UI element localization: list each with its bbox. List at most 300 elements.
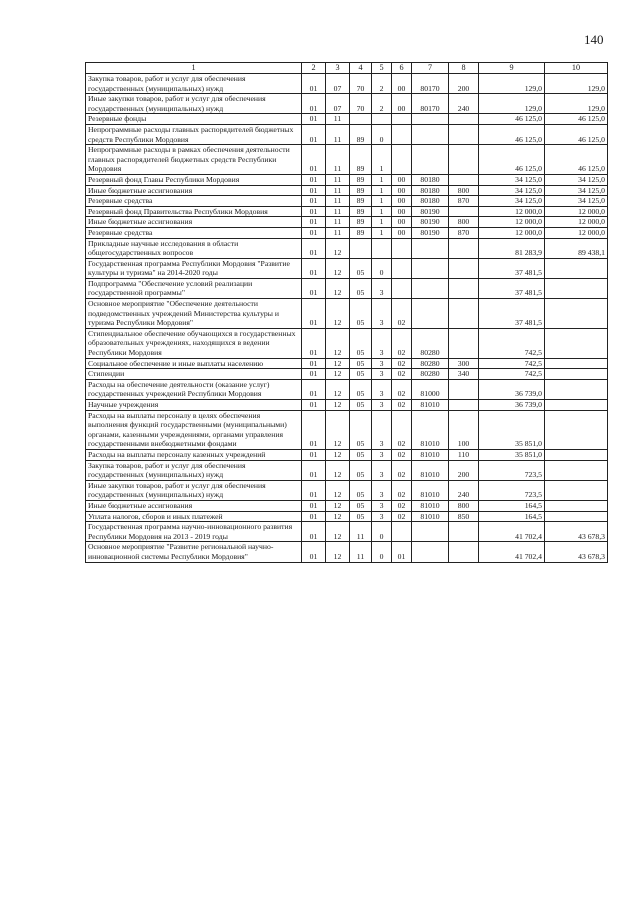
code-subsection-cell: 12 xyxy=(326,299,350,329)
code-section-cell: 01 xyxy=(302,185,326,196)
code-expense-type-cell xyxy=(449,114,479,125)
row-name-cell: Подпрограмма "Обеспечение условий реализации государственной программы" xyxy=(86,278,302,298)
code-section-cell: 01 xyxy=(302,369,326,380)
amount-col10-cell: 129,0 xyxy=(545,94,608,114)
code-subprogram-cell: 3 xyxy=(372,500,392,511)
code-section-cell: 01 xyxy=(302,511,326,522)
amount-col9-cell: 46 125,0 xyxy=(479,114,545,125)
column-header: 8 xyxy=(449,63,479,74)
code-subsection-cell: 12 xyxy=(326,500,350,511)
table-row xyxy=(86,299,608,329)
code-expense-type-cell xyxy=(449,542,479,562)
table-row xyxy=(86,542,608,562)
amount-col10-cell: 46 125,0 xyxy=(545,145,608,175)
code-section-cell: 01 xyxy=(302,328,326,358)
code-subsection-cell: 12 xyxy=(326,369,350,380)
code-event-cell xyxy=(392,145,412,175)
code-subsection-cell: 12 xyxy=(326,278,350,298)
code-section-cell: 01 xyxy=(302,206,326,217)
table-row xyxy=(86,238,608,258)
amount-col9-cell: 12 000,0 xyxy=(479,206,545,217)
code-event-cell: 02 xyxy=(392,511,412,522)
code-expense-type-cell xyxy=(449,206,479,217)
code-expense-type-cell: 200 xyxy=(449,460,479,480)
amount-col10-cell: 34 125,0 xyxy=(545,185,608,196)
amount-col9-cell: 37 481,5 xyxy=(479,299,545,329)
code-subprogram-cell: 3 xyxy=(372,328,392,358)
code-direction-cell: 81010 xyxy=(412,511,449,522)
code-section-cell: 01 xyxy=(302,124,326,144)
code-event-cell: 00 xyxy=(392,185,412,196)
column-header: 3 xyxy=(326,63,350,74)
code-direction-cell: 80180 xyxy=(412,174,449,185)
amount-col10-cell xyxy=(545,500,608,511)
code-program-cell: 05 xyxy=(350,379,372,399)
code-subprogram-cell: 3 xyxy=(372,379,392,399)
code-subprogram-cell: 3 xyxy=(372,511,392,522)
amount-col10-cell xyxy=(545,400,608,411)
amount-col9-cell: 742,5 xyxy=(479,328,545,358)
row-name-cell: Государственная программа научно-инновационного развития Республики Мордовия на 2013 - 2019 годы xyxy=(86,522,302,542)
code-expense-type-cell xyxy=(449,400,479,411)
code-event-cell: 02 xyxy=(392,369,412,380)
code-event-cell: 02 xyxy=(392,400,412,411)
code-subsection-cell: 11 xyxy=(326,196,350,207)
code-subprogram-cell: 1 xyxy=(372,174,392,185)
code-program-cell: 05 xyxy=(350,400,372,411)
code-subprogram-cell xyxy=(372,114,392,125)
amount-col10-cell xyxy=(545,258,608,278)
code-section-cell: 01 xyxy=(302,500,326,511)
amount-col9-cell: 41 702,4 xyxy=(479,522,545,542)
code-program-cell: 05 xyxy=(350,328,372,358)
code-direction-cell xyxy=(412,145,449,175)
code-expense-type-cell: 240 xyxy=(449,94,479,114)
code-subprogram-cell: 3 xyxy=(372,369,392,380)
table-row xyxy=(86,174,608,185)
code-section-cell: 01 xyxy=(302,278,326,298)
code-subsection-cell: 12 xyxy=(326,238,350,258)
code-program-cell: 89 xyxy=(350,196,372,207)
code-direction-cell: 81010 xyxy=(412,400,449,411)
code-program-cell: 05 xyxy=(350,511,372,522)
table-row xyxy=(86,206,608,217)
amount-col9-cell: 36 739,0 xyxy=(479,400,545,411)
column-header: 9 xyxy=(479,63,545,74)
code-program-cell: 05 xyxy=(350,258,372,278)
amount-col10-cell xyxy=(545,460,608,480)
code-subprogram-cell: 0 xyxy=(372,542,392,562)
table-body xyxy=(86,74,608,563)
table-row xyxy=(86,258,608,278)
amount-col9-cell: 36 739,0 xyxy=(479,379,545,399)
code-program-cell xyxy=(350,114,372,125)
code-direction-cell xyxy=(412,258,449,278)
row-name-cell: Непрограммные расходы в рамках обеспечения деятельности главных распорядителей бюджетных средств Республики Мордовия xyxy=(86,145,302,175)
amount-col9-cell: 742,5 xyxy=(479,369,545,380)
table-row xyxy=(86,196,608,207)
amount-col10-cell xyxy=(545,369,608,380)
code-program-cell: 11 xyxy=(350,542,372,562)
code-subsection-cell: 11 xyxy=(326,227,350,238)
code-program-cell: 89 xyxy=(350,217,372,228)
code-section-cell: 01 xyxy=(302,449,326,460)
code-direction-cell: 81010 xyxy=(412,480,449,500)
code-section-cell: 01 xyxy=(302,480,326,500)
code-expense-type-cell xyxy=(449,299,479,329)
code-expense-type-cell xyxy=(449,258,479,278)
code-event-cell: 02 xyxy=(392,328,412,358)
code-subsection-cell: 11 xyxy=(326,185,350,196)
code-section-cell: 01 xyxy=(302,74,326,94)
code-direction-cell: 81010 xyxy=(412,410,449,449)
table-row xyxy=(86,227,608,238)
amount-col10-cell xyxy=(545,299,608,329)
row-name-cell: Государственная программа Республики Мордовия "Развитие культуры и туризма" на 2014-2020 годы xyxy=(86,258,302,278)
code-subprogram-cell: 3 xyxy=(372,400,392,411)
code-subsection-cell: 12 xyxy=(326,328,350,358)
code-expense-type-cell: 800 xyxy=(449,217,479,228)
row-name-cell: Стипендии xyxy=(86,369,302,380)
row-name-cell: Расходы на выплаты персоналу в целях обеспечения выполнения функций государственными (муниципальными) органами, казенными учреждениями, органами управления государственными внебюджетными фондами xyxy=(86,410,302,449)
code-expense-type-cell xyxy=(449,522,479,542)
code-event-cell: 00 xyxy=(392,94,412,114)
code-subprogram-cell: 3 xyxy=(372,460,392,480)
amount-col9-cell: 742,5 xyxy=(479,358,545,369)
code-program-cell: 05 xyxy=(350,358,372,369)
code-event-cell: 00 xyxy=(392,206,412,217)
code-subprogram-cell: 1 xyxy=(372,145,392,175)
code-expense-type-cell xyxy=(449,379,479,399)
code-direction-cell xyxy=(412,278,449,298)
row-name-cell: Резервный фонд Правительства Республики Мордовия xyxy=(86,206,302,217)
amount-col10-cell: 43 678,3 xyxy=(545,522,608,542)
code-subprogram-cell: 3 xyxy=(372,299,392,329)
code-program-cell xyxy=(350,238,372,258)
code-section-cell: 01 xyxy=(302,94,326,114)
row-name-cell: Иные бюджетные ассигнования xyxy=(86,500,302,511)
column-header: 6 xyxy=(392,63,412,74)
row-name-cell: Научные учреждения xyxy=(86,400,302,411)
amount-col9-cell: 37 481,5 xyxy=(479,278,545,298)
code-expense-type-cell xyxy=(449,124,479,144)
amount-col9-cell: 12 000,0 xyxy=(479,227,545,238)
code-subsection-cell: 11 xyxy=(326,114,350,125)
code-direction-cell: 80190 xyxy=(412,217,449,228)
amount-col10-cell: 34 125,0 xyxy=(545,174,608,185)
row-name-cell: Иные закупки товаров, работ и услуг для обеспечения государственных (муниципальных) нужд xyxy=(86,94,302,114)
row-name-cell: Расходы на выплаты персоналу казенных учреждений xyxy=(86,449,302,460)
code-subsection-cell: 07 xyxy=(326,74,350,94)
code-expense-type-cell: 300 xyxy=(449,358,479,369)
code-expense-type-cell: 340 xyxy=(449,369,479,380)
column-header: 7 xyxy=(412,63,449,74)
code-expense-type-cell: 100 xyxy=(449,410,479,449)
row-name-cell: Основное мероприятие "Обеспечение деятельности подведомственных учреждений Министерства культуры и туризма Республики Мордовия" xyxy=(86,299,302,329)
code-subprogram-cell: 1 xyxy=(372,196,392,207)
code-section-cell: 01 xyxy=(302,358,326,369)
code-subprogram-cell: 3 xyxy=(372,358,392,369)
amount-col9-cell: 164,5 xyxy=(479,500,545,511)
amount-col10-cell: 12 000,0 xyxy=(545,217,608,228)
amount-col9-cell: 723,5 xyxy=(479,460,545,480)
column-header: 5 xyxy=(372,63,392,74)
code-section-cell: 01 xyxy=(302,542,326,562)
code-section-cell: 01 xyxy=(302,379,326,399)
code-program-cell: 05 xyxy=(350,500,372,511)
code-subprogram-cell: 2 xyxy=(372,94,392,114)
code-subsection-cell: 12 xyxy=(326,460,350,480)
amount-col9-cell: 129,0 xyxy=(479,94,545,114)
code-program-cell: 05 xyxy=(350,278,372,298)
code-subsection-cell: 11 xyxy=(326,206,350,217)
code-expense-type-cell: 240 xyxy=(449,480,479,500)
amount-col9-cell: 12 000,0 xyxy=(479,217,545,228)
code-section-cell: 01 xyxy=(302,174,326,185)
code-subsection-cell: 11 xyxy=(326,217,350,228)
amount-col10-cell xyxy=(545,449,608,460)
code-direction-cell: 80280 xyxy=(412,369,449,380)
code-section-cell: 01 xyxy=(302,217,326,228)
table-row xyxy=(86,369,608,380)
amount-col9-cell: 41 702,4 xyxy=(479,542,545,562)
code-subsection-cell: 07 xyxy=(326,94,350,114)
table-row xyxy=(86,114,608,125)
code-direction-cell: 80180 xyxy=(412,185,449,196)
column-header: 10 xyxy=(545,63,608,74)
code-event-cell: 02 xyxy=(392,500,412,511)
table-row xyxy=(86,278,608,298)
page-number: 140 xyxy=(584,32,604,47)
table-row xyxy=(86,410,608,449)
code-subprogram-cell: 3 xyxy=(372,278,392,298)
amount-col10-cell: 129,0 xyxy=(545,74,608,94)
row-name-cell: Резервные средства xyxy=(86,196,302,207)
amount-col10-cell: 12 000,0 xyxy=(545,206,608,217)
row-name-cell: Иные закупки товаров, работ и услуг для обеспечения государственных (муниципальных) нужд xyxy=(86,480,302,500)
code-expense-type-cell: 800 xyxy=(449,185,479,196)
table-row xyxy=(86,124,608,144)
amount-col9-cell: 129,0 xyxy=(479,74,545,94)
code-program-cell: 05 xyxy=(350,369,372,380)
row-name-cell: Иные бюджетные ассигнования xyxy=(86,185,302,196)
code-event-cell xyxy=(392,522,412,542)
code-program-cell: 89 xyxy=(350,124,372,144)
code-event-cell: 00 xyxy=(392,227,412,238)
code-direction-cell xyxy=(412,114,449,125)
amount-col9-cell: 35 851,0 xyxy=(479,410,545,449)
code-expense-type-cell: 870 xyxy=(449,196,479,207)
code-program-cell: 70 xyxy=(350,74,372,94)
code-program-cell: 89 xyxy=(350,185,372,196)
code-direction-cell: 80170 xyxy=(412,74,449,94)
amount-col9-cell: 723,5 xyxy=(479,480,545,500)
row-name-cell: Непрограммные расходы главных распорядителей бюджетных средств Республики Мордовия xyxy=(86,124,302,144)
table-row xyxy=(86,358,608,369)
code-section-cell: 01 xyxy=(302,196,326,207)
amount-col10-cell: 34 125,0 xyxy=(545,196,608,207)
code-subprogram-cell: 3 xyxy=(372,449,392,460)
amount-col10-cell xyxy=(545,358,608,369)
table-row xyxy=(86,217,608,228)
code-expense-type-cell: 800 xyxy=(449,500,479,511)
code-subprogram-cell: 1 xyxy=(372,206,392,217)
code-program-cell: 05 xyxy=(350,460,372,480)
table-row xyxy=(86,94,608,114)
code-section-cell: 01 xyxy=(302,114,326,125)
code-event-cell: 02 xyxy=(392,299,412,329)
table-row xyxy=(86,480,608,500)
table-header xyxy=(86,63,608,74)
code-event-cell xyxy=(392,124,412,144)
code-event-cell xyxy=(392,258,412,278)
code-direction-cell: 80280 xyxy=(412,328,449,358)
code-event-cell: 00 xyxy=(392,217,412,228)
amount-col10-cell: 46 125,0 xyxy=(545,124,608,144)
amount-col10-cell: 43 678,3 xyxy=(545,542,608,562)
code-subprogram-cell: 3 xyxy=(372,480,392,500)
code-section-cell: 01 xyxy=(302,299,326,329)
code-section-cell: 01 xyxy=(302,460,326,480)
code-program-cell: 89 xyxy=(350,206,372,217)
code-subsection-cell: 11 xyxy=(326,145,350,175)
code-subprogram-cell: 1 xyxy=(372,185,392,196)
table-row xyxy=(86,449,608,460)
code-subsection-cell: 12 xyxy=(326,480,350,500)
code-subprogram-cell: 0 xyxy=(372,124,392,144)
code-event-cell: 02 xyxy=(392,410,412,449)
amount-col9-cell: 164,5 xyxy=(479,511,545,522)
row-name-cell: Закупка товаров, работ и услуг для обеспечения государственных (муниципальных) нужд xyxy=(86,74,302,94)
row-name-cell: Резервные средства xyxy=(86,227,302,238)
code-subprogram-cell xyxy=(372,238,392,258)
code-direction-cell: 81010 xyxy=(412,460,449,480)
code-event-cell xyxy=(392,114,412,125)
code-section-cell: 01 xyxy=(302,522,326,542)
code-expense-type-cell: 870 xyxy=(449,227,479,238)
code-expense-type-cell xyxy=(449,145,479,175)
code-direction-cell: 80170 xyxy=(412,94,449,114)
amount-col10-cell xyxy=(545,379,608,399)
amount-col10-cell: 89 438,1 xyxy=(545,238,608,258)
code-direction-cell xyxy=(412,522,449,542)
code-event-cell: 02 xyxy=(392,358,412,369)
column-header: 4 xyxy=(350,63,372,74)
amount-col10-cell xyxy=(545,480,608,500)
code-program-cell: 05 xyxy=(350,449,372,460)
row-name-cell: Расходы на обеспечение деятельности (оказание услуг) государственных учреждений Республики Мордовия xyxy=(86,379,302,399)
code-section-cell: 01 xyxy=(302,145,326,175)
code-event-cell: 00 xyxy=(392,174,412,185)
amount-col10-cell xyxy=(545,278,608,298)
code-direction-cell: 81010 xyxy=(412,500,449,511)
code-subsection-cell: 12 xyxy=(326,358,350,369)
code-expense-type-cell: 110 xyxy=(449,449,479,460)
code-section-cell: 01 xyxy=(302,410,326,449)
code-expense-type-cell xyxy=(449,174,479,185)
code-subsection-cell: 12 xyxy=(326,410,350,449)
code-event-cell: 00 xyxy=(392,74,412,94)
code-direction-cell xyxy=(412,299,449,329)
amount-col9-cell: 46 125,0 xyxy=(479,145,545,175)
code-program-cell: 89 xyxy=(350,227,372,238)
amount-col9-cell: 34 125,0 xyxy=(479,174,545,185)
amount-col10-cell xyxy=(545,511,608,522)
table-row xyxy=(86,74,608,94)
code-subprogram-cell: 0 xyxy=(372,258,392,278)
code-direction-cell: 80180 xyxy=(412,196,449,207)
code-subsection-cell: 12 xyxy=(326,449,350,460)
table-row xyxy=(86,400,608,411)
code-event-cell: 02 xyxy=(392,460,412,480)
code-subsection-cell: 12 xyxy=(326,400,350,411)
row-name-cell: Стипендиальное обеспечение обучающихся в государственных образовательных учреждениях, находящихся в ведении Республики Мордовия xyxy=(86,328,302,358)
code-event-cell: 01 xyxy=(392,542,412,562)
table-row xyxy=(86,185,608,196)
code-direction-cell: 80280 xyxy=(412,358,449,369)
code-event-cell xyxy=(392,278,412,298)
table-row xyxy=(86,500,608,511)
table-row xyxy=(86,460,608,480)
code-subsection-cell: 11 xyxy=(326,124,350,144)
amount-col9-cell: 46 125,0 xyxy=(479,124,545,144)
code-subsection-cell: 12 xyxy=(326,379,350,399)
code-program-cell: 05 xyxy=(350,410,372,449)
amount-col9-cell: 37 481,5 xyxy=(479,258,545,278)
budget-table xyxy=(85,62,608,563)
amount-col9-cell: 35 851,0 xyxy=(479,449,545,460)
row-name-cell: Уплата налогов, сборов и иных платежей xyxy=(86,511,302,522)
column-header: 2 xyxy=(302,63,326,74)
code-program-cell: 89 xyxy=(350,145,372,175)
code-direction-cell: 81010 xyxy=(412,449,449,460)
code-direction-cell xyxy=(412,542,449,562)
code-subprogram-cell: 3 xyxy=(372,410,392,449)
code-program-cell: 89 xyxy=(350,174,372,185)
code-program-cell: 05 xyxy=(350,480,372,500)
amount-col9-cell: 81 283,9 xyxy=(479,238,545,258)
code-subsection-cell: 11 xyxy=(326,174,350,185)
code-expense-type-cell: 850 xyxy=(449,511,479,522)
amount-col10-cell: 12 000,0 xyxy=(545,227,608,238)
code-expense-type-cell xyxy=(449,278,479,298)
code-section-cell: 01 xyxy=(302,238,326,258)
table-row xyxy=(86,379,608,399)
header-row xyxy=(86,63,608,74)
code-event-cell: 02 xyxy=(392,379,412,399)
code-subprogram-cell: 2 xyxy=(372,74,392,94)
code-expense-type-cell xyxy=(449,238,479,258)
code-direction-cell: 80190 xyxy=(412,227,449,238)
row-name-cell: Иные бюджетные ассигнования xyxy=(86,217,302,228)
amount-col9-cell: 34 125,0 xyxy=(479,185,545,196)
row-name-cell: Основное мероприятие "Развитие региональной научно-инновационной системы Республики Мордовия" xyxy=(86,542,302,562)
code-subsection-cell: 12 xyxy=(326,258,350,278)
code-program-cell: 70 xyxy=(350,94,372,114)
code-subprogram-cell: 0 xyxy=(372,522,392,542)
code-event-cell: 02 xyxy=(392,480,412,500)
code-event-cell xyxy=(392,238,412,258)
code-program-cell: 05 xyxy=(350,299,372,329)
code-event-cell: 02 xyxy=(392,449,412,460)
row-name-cell: Прикладные научные исследования в области общегосударственных вопросов xyxy=(86,238,302,258)
row-name-cell: Резервные фонды xyxy=(86,114,302,125)
code-expense-type-cell xyxy=(449,328,479,358)
code-subprogram-cell: 1 xyxy=(372,227,392,238)
code-direction-cell: 80190 xyxy=(412,206,449,217)
table-row xyxy=(86,522,608,542)
amount-col10-cell: 46 125,0 xyxy=(545,114,608,125)
